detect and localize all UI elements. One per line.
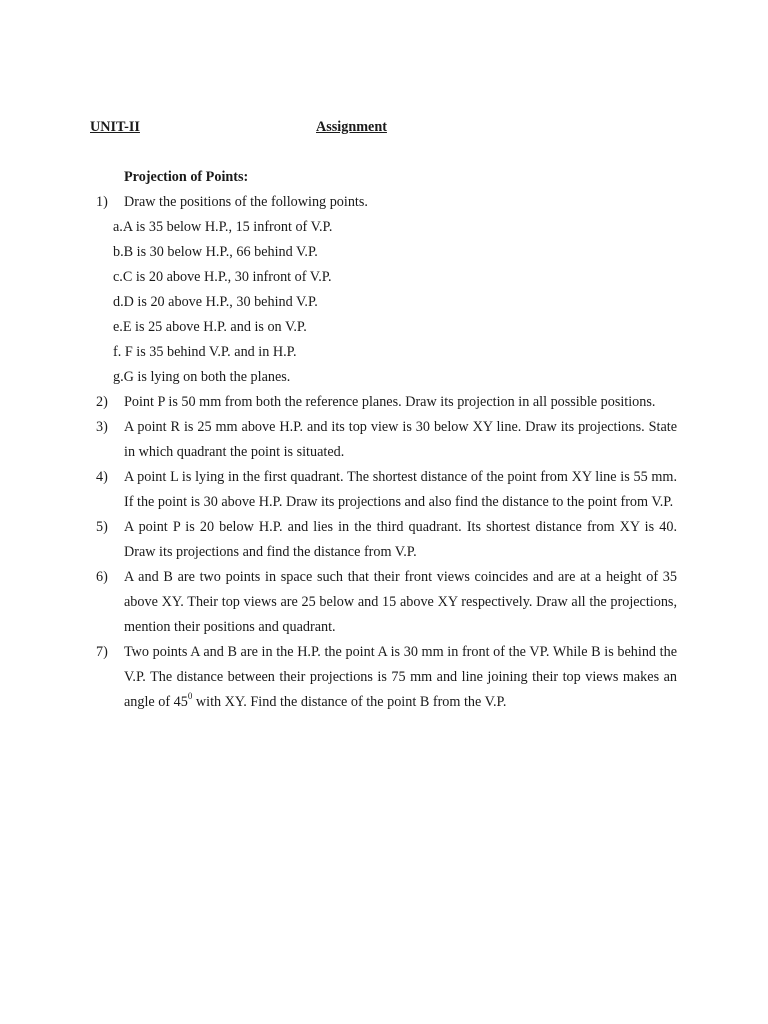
question-text: A point L is lying in the first quadrant. The shortest distance of the point from XY line is 55 mm. If the point is 30 above H.P. Draw its projections and also find the distance to the point from V.P. — [124, 469, 677, 510]
assignment-title: Assignment — [316, 119, 387, 135]
question-text: A point P is 20 below H.P. and lies in the third quadrant. Its shortest distance from XY is 40. Draw its projections and find the distance from V.P. — [124, 519, 677, 560]
question-text: A point R is 25 mm above H.P. and its top view is 30 below XY line. Draw its projections. State in which quadrant the point is situated. — [124, 419, 677, 460]
question-text — [124, 640, 677, 715]
question-number: 4) — [96, 469, 108, 485]
question-number: 2) — [96, 394, 108, 410]
question-text: Point P is 50 mm from both the reference planes. Draw its projection in all possible positions. — [124, 394, 656, 410]
question-6 — [90, 565, 677, 640]
question-2 — [90, 390, 677, 415]
question-text: Draw the positions of the following points. — [124, 194, 368, 210]
question-text: A and B are two points in space such that their front views coincides and are at a height of 35 above XY. Their top views are 25 below and 15 above XY respectively. Draw all the projections, mention their positions and quadrant. — [124, 569, 677, 635]
sub-item-g: g.G is lying on both the planes. — [113, 369, 291, 385]
unit-title: UNIT-II — [90, 119, 140, 135]
sub-item-e: e.E is 25 above H.P. and is on V.P. — [113, 319, 307, 335]
question-number: 3) — [96, 419, 108, 435]
question-1 — [90, 190, 677, 215]
section-title: Projection of Points: — [124, 169, 249, 185]
question-list — [90, 190, 677, 715]
degree-superscript: 0 — [187, 691, 193, 702]
sub-item-c: c.C is 20 above H.P., 30 infront of V.P. — [113, 269, 332, 285]
sub-item-b: b.B is 30 below H.P., 66 behind V.P. — [113, 244, 318, 260]
question-4 — [90, 465, 677, 515]
question-text-part: with XY. Find the distance of the point B from the V.P. — [192, 694, 507, 710]
question-5 — [90, 515, 677, 565]
question-7 — [90, 640, 677, 715]
question-number: 6) — [96, 569, 108, 585]
header — [90, 119, 690, 137]
sub-item-d: d.D is 20 above H.P., 30 behind V.P. — [113, 294, 318, 310]
sub-item-f: f. F is 35 behind V.P. and in H.P. — [113, 344, 297, 360]
question-3 — [90, 415, 677, 465]
question-number: 5) — [96, 519, 108, 535]
question-number: 7) — [96, 644, 108, 660]
question-number: 1) — [96, 194, 108, 210]
question-text-part: Two points A and B are in the H.P. the point A is 30 mm in front of the VP. While B is behind the V.P. The distance between their projections is 75 mm and line joining their top views makes an angle of 45 — [124, 644, 677, 710]
sub-item-a: a.A is 35 below H.P., 15 infront of V.P. — [113, 219, 333, 235]
